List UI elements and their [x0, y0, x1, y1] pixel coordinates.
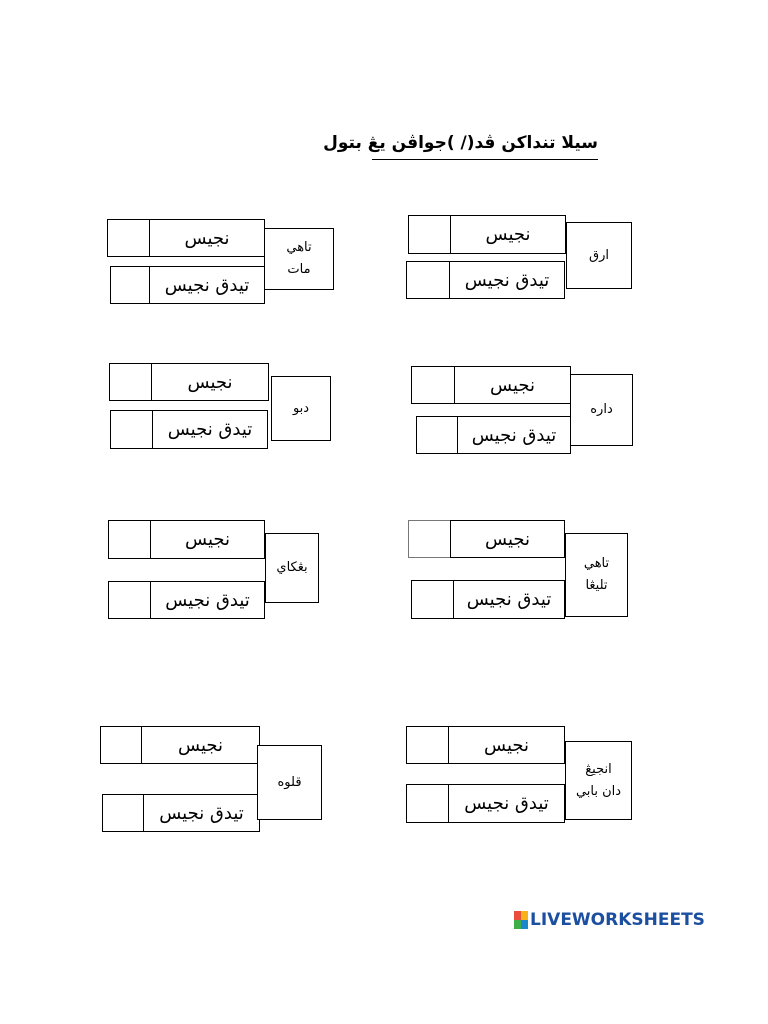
item-label-line2: مات: [287, 262, 311, 277]
checkbox-incorrect[interactable]: [108, 581, 152, 619]
option-correct[interactable]: نجيس: [454, 366, 571, 404]
item-label-line1: دبو: [292, 400, 310, 416]
worksheet-title: سيلا تنداكن ڤد(/ )جواڤن يڠ بتول: [372, 128, 598, 160]
item-label: [257, 745, 322, 820]
option-correct[interactable]: نجيس: [450, 215, 566, 254]
checkbox-correct[interactable]: [107, 219, 151, 257]
option-incorrect[interactable]: تيدق نجيس: [143, 794, 260, 832]
item-label: [271, 376, 331, 441]
item-label-line2: دان بابي: [575, 783, 622, 799]
checkbox-incorrect[interactable]: [110, 266, 152, 304]
option-incorrect[interactable]: تيدق نجيس: [152, 410, 268, 449]
item-label-line2: تليڠا: [585, 578, 608, 593]
option-correct[interactable]: نجيس: [141, 726, 260, 764]
item-label-line1: تاهي: [286, 240, 312, 255]
checkbox-incorrect[interactable]: [406, 784, 450, 823]
item-label-line1: تاهي: [583, 556, 610, 571]
checkbox-correct[interactable]: [108, 520, 152, 559]
option-correct[interactable]: نجيس: [149, 219, 265, 257]
checkbox-correct[interactable]: [109, 363, 153, 401]
option-incorrect[interactable]: تيدق نجيس: [457, 416, 571, 454]
option-incorrect[interactable]: تيدق نجيس: [449, 261, 565, 299]
checkbox-correct[interactable]: [411, 366, 455, 404]
checkbox-incorrect[interactable]: [406, 261, 451, 299]
liveworksheets-logo: [514, 908, 705, 932]
checkbox-incorrect[interactable]: [416, 416, 459, 454]
item-label: [265, 533, 319, 603]
checkbox-incorrect[interactable]: [102, 794, 145, 832]
option-incorrect[interactable]: تيدق نجيس: [453, 580, 565, 619]
item-label-line1: قلوه: [277, 774, 302, 790]
option-correct[interactable]: نجيس: [448, 726, 565, 764]
option-incorrect[interactable]: تيدق نجيس: [149, 266, 265, 304]
option-correct[interactable]: نجيس: [150, 520, 265, 559]
checkbox-correct[interactable]: [408, 215, 452, 254]
option-incorrect[interactable]: تيدق نجيس: [150, 581, 265, 619]
brand-name: LIVEWORKSHEETS: [530, 910, 705, 930]
item-label: [570, 374, 633, 446]
checkbox-correct[interactable]: [100, 726, 143, 764]
item-label: [264, 228, 334, 290]
checkbox-incorrect[interactable]: [110, 410, 154, 449]
item-label-line1: بڠكاي: [276, 560, 308, 575]
checkbox-incorrect[interactable]: [411, 580, 455, 619]
liveworksheets-logo-icon: [514, 911, 528, 929]
checkbox-correct[interactable]: [408, 520, 452, 558]
item-label: [565, 533, 628, 617]
option-correct[interactable]: نجيس: [450, 520, 565, 558]
item-label-line1: داره: [590, 402, 613, 417]
item-label: [566, 222, 632, 289]
item-label: [565, 741, 632, 820]
item-label-line1: انجيڠ: [585, 761, 612, 777]
option-correct[interactable]: نجيس: [151, 363, 269, 401]
option-incorrect[interactable]: تيدق نجيس: [448, 784, 565, 823]
checkbox-correct[interactable]: [406, 726, 450, 764]
item-label-line1: ارق: [589, 247, 609, 263]
